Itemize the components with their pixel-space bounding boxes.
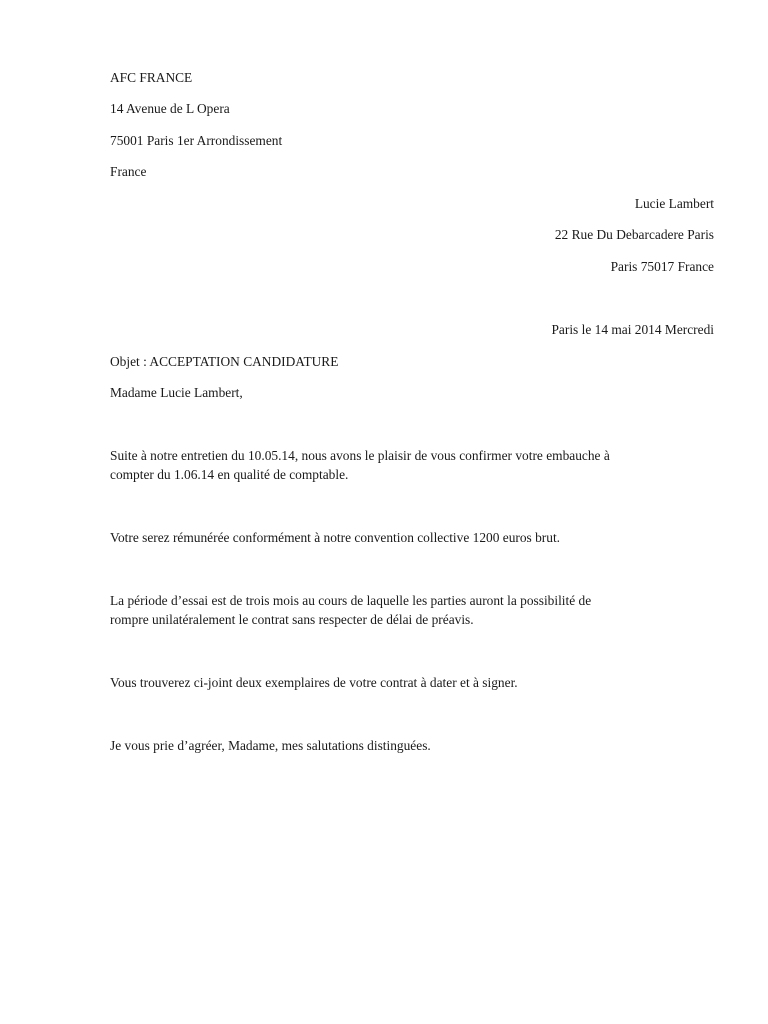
sender-country: France: [110, 164, 147, 179]
paragraph-1-line-1: Suite à notre entretien du 10.05.14, nous avons le plaisir de vous confirmer votre embauche à: [110, 448, 610, 463]
recipient-street: 22 Rue Du Debarcadere Paris: [554, 227, 714, 242]
closing-line: Je vous prie d’agréer, Madame, mes salutations distinguées.: [110, 738, 431, 753]
paragraph-1-line-2: compter du 1.06.14 en qualité de comptable.: [110, 467, 349, 482]
paragraph-4: Vous trouverez ci-joint deux exemplaires de votre contrat à dater et à signer.: [110, 675, 518, 690]
recipient-city: Paris 75017 France: [610, 259, 714, 274]
recipient-name: Lucie Lambert: [634, 196, 714, 211]
sender-name: AFC FRANCE: [110, 70, 193, 85]
subject-line: Objet : ACCEPTATION CANDIDATURE: [110, 354, 339, 369]
date-line: Paris le 14 mai 2014 Mercredi: [551, 322, 714, 337]
paragraph-2: Votre serez rémunérée conformément à notre convention collective 1200 euros brut.: [110, 530, 561, 545]
sender-street: 14 Avenue de L Opera: [110, 101, 230, 116]
salutation: Madame Lucie Lambert,: [110, 385, 243, 400]
sender-city: 75001 Paris 1er Arrondissement: [110, 133, 283, 148]
paragraph-3-line-2: rompre unilatéralement le contrat sans respecter de délai de préavis.: [110, 612, 474, 627]
paragraph-3-line-1: La période d’essai est de trois mois au cours de laquelle les parties auront la possibilité de: [110, 593, 592, 608]
